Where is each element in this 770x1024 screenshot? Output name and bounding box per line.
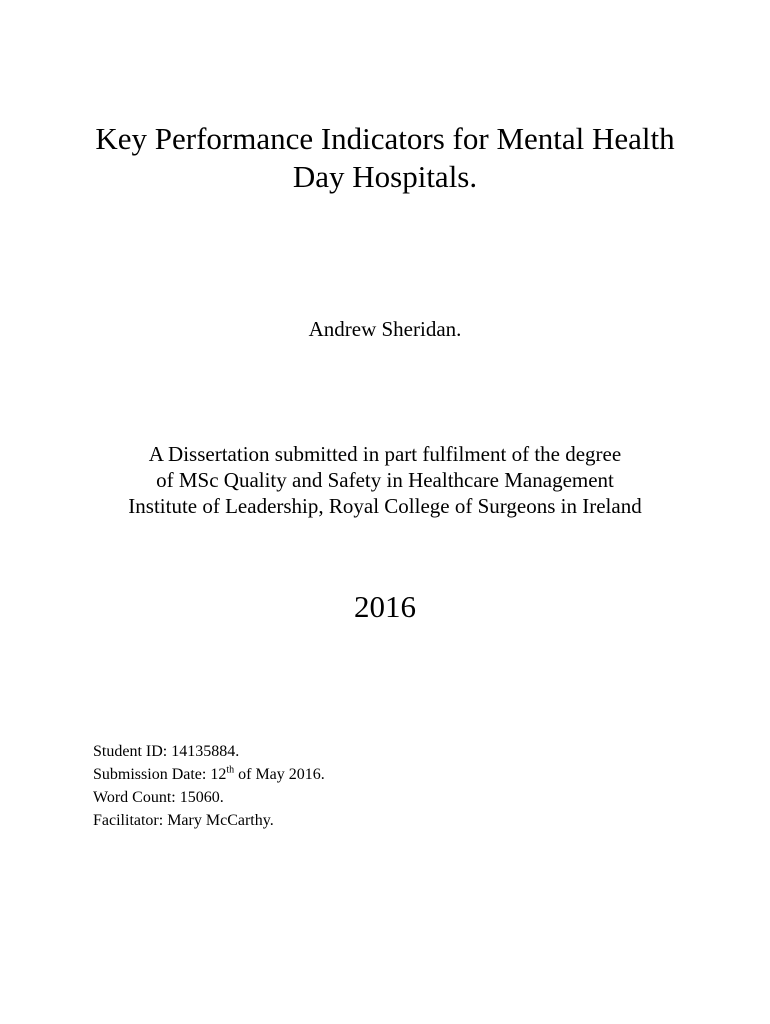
- submission-date-ordinal: th: [226, 764, 235, 776]
- dissertation-statement: [0, 441, 770, 519]
- document-title-line-1: Key Performance Indicators for Mental Health: [95, 121, 675, 156]
- dissertation-line-1: A Dissertation submitted in part fulfilment of the degree: [148, 442, 622, 466]
- submission-date-prefix: Submission Date: 12: [93, 766, 227, 783]
- dissertation-line-2: of MSc Quality and Safety in Healthcare Management: [156, 468, 614, 492]
- student-id: Student ID: 14135884.: [93, 743, 240, 760]
- dissertation-line-3: Institute of Leadership, Royal College of Surgeons in Ireland: [128, 494, 642, 518]
- facilitator: Facilitator: Mary McCarthy.: [93, 812, 274, 829]
- author-name: Andrew Sheridan.: [308, 317, 462, 341]
- word-count: Word Count: 15060.: [93, 789, 224, 806]
- submission-details: [93, 740, 325, 832]
- submission-year: 2016: [354, 589, 416, 624]
- submission-date: [93, 763, 325, 786]
- document-title: [0, 120, 770, 196]
- submission-date-suffix: of May 2016.: [234, 766, 325, 783]
- document-title-line-2: Day Hospitals.: [292, 159, 478, 194]
